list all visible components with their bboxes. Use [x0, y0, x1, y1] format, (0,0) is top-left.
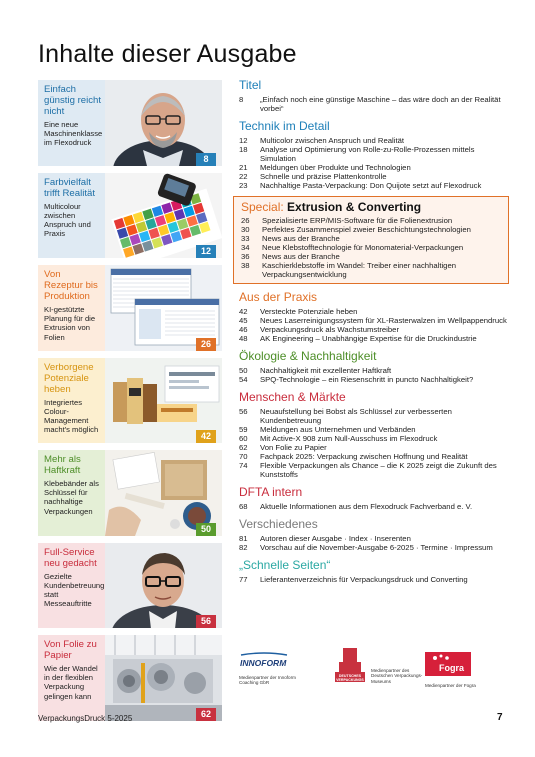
teaser-title: Verborgene Potenziale heben: [44, 361, 94, 395]
entry-page: 30: [241, 225, 250, 234]
fogra-mark-icon: [425, 652, 471, 676]
footer-issue: VerpackungsDruck 5-2025: [38, 714, 133, 723]
entry-page: 21: [239, 163, 248, 172]
entry-page: 54: [239, 375, 248, 384]
section-oekologie: [239, 349, 509, 384]
teaser-subtitle: Gezielte Kundenbetreuung statt Messeauftritte: [44, 571, 105, 609]
teaser-card-5[interactable]: [38, 450, 222, 536]
toc-entry[interactable]: [239, 375, 509, 384]
entry-text: Neues Laserreinigungssystem für XL-Rasterwalzen im Wellpappendruck: [260, 316, 507, 325]
innoform-logo: [239, 652, 321, 686]
entry-page: 38: [241, 261, 250, 270]
entry-page: 26: [241, 216, 250, 225]
innoform-wordmark-icon: [239, 652, 289, 670]
teaser-subtitle: Integriertes Colour-Management macht's möglich: [44, 397, 99, 435]
entry-text: Spezialisierte ERP/MIS-Software für die Folienextrusion: [262, 216, 453, 225]
special-box: [233, 196, 509, 284]
toc-entry[interactable]: [241, 216, 502, 225]
entry-page: 18: [239, 145, 248, 154]
teaser-subtitle: Wie der Wandel in der flexiblen Verpackung gelingen kann: [44, 664, 98, 701]
entry-text: Schnelle und präzise Plattenkontrolle: [260, 172, 387, 181]
entry-page: 33: [241, 234, 250, 243]
entry-page: 62: [239, 443, 248, 452]
teaser-page-badge: 12: [196, 245, 216, 258]
toc-entry[interactable]: [239, 575, 509, 584]
toc-entry[interactable]: [239, 461, 509, 479]
toc-entry[interactable]: [239, 407, 509, 425]
entry-text: Multicolor zwischen Anspruch und Realität: [260, 136, 404, 145]
entry-page: 12: [239, 136, 248, 145]
special-label: Special:: [241, 200, 284, 214]
toc-entry[interactable]: [239, 334, 509, 343]
toc-entry[interactable]: [239, 366, 509, 375]
entry-text: SPQ-Technologie – ein Riesenschritt in puncto Nachhaltigkeit?: [260, 375, 474, 384]
special-topic: Extrusion & Converting: [287, 200, 422, 214]
teaser-subtitle: Eine neue Maschinenklasse im Flexodruck: [44, 120, 103, 148]
section-heading: Ökologie & Nachhaltigkeit: [239, 349, 377, 363]
entry-text: Autoren dieser Ausgabe · Index · Inserenten: [260, 534, 411, 543]
entry-text: Mit Active-X 908 zum Null-Ausschuss im Flexodruck: [260, 434, 438, 443]
section-praxis: [239, 290, 509, 343]
teaser-card-3[interactable]: [38, 265, 222, 351]
table-of-contents: [239, 78, 509, 590]
entry-text: Von Folie zu Papier: [260, 443, 327, 452]
toc-entry[interactable]: [239, 307, 509, 316]
entry-text: Neue Klebstofftechnologie für Monomaterial-Verpackungen: [262, 243, 464, 252]
entry-page: 36: [241, 252, 250, 261]
toc-entry[interactable]: [239, 163, 509, 172]
entry-text: Versteckte Potenziale heben: [260, 307, 358, 316]
entry-text: Kaschierklebstoffe im Wandel: Treiber einer nachhaltigen Verpackungsentwicklung: [262, 261, 456, 279]
section-heading: Verschiedenes: [239, 517, 318, 531]
teaser-image-software-screens: [105, 265, 222, 351]
entry-page: 48: [239, 334, 248, 343]
entry-page: 42: [239, 307, 248, 316]
toc-entry[interactable]: [241, 261, 502, 279]
teaser-page-badge: 62: [196, 708, 216, 721]
entry-page: 23: [239, 181, 248, 190]
teaser-image-factory: [105, 635, 222, 721]
partner-logos: [237, 652, 509, 700]
page-title: Inhalte dieser Ausgabe: [38, 40, 297, 68]
entry-text: Flexible Verpackungen als Chance – die K 2025 zeigt die Zukunft des Kunststoffs: [260, 461, 497, 479]
toc-entry[interactable]: [239, 502, 509, 511]
entry-page: 56: [239, 407, 248, 416]
entry-page: 68: [239, 502, 248, 511]
section-heading: Menschen & Märkte: [239, 390, 346, 404]
toc-entry[interactable]: [241, 252, 502, 261]
fogra-logo: [425, 652, 507, 688]
toc-entry[interactable]: [239, 325, 509, 334]
teaser-subtitle: KI-gestützte Planung für die Extrusion von Folien: [44, 305, 96, 342]
entry-page: 50: [239, 366, 248, 375]
section-schnelle-seiten: [239, 558, 509, 584]
entry-text: AK Engineering – Unabhängige Expertise für die Druckindustrie: [260, 334, 477, 343]
entry-page: 46: [239, 325, 248, 334]
teaser-card-6[interactable]: [38, 543, 222, 629]
entry-page: 59: [239, 425, 248, 434]
entry-page: 60: [239, 434, 248, 443]
toc-entry[interactable]: [239, 172, 509, 181]
toc-entry[interactable]: [239, 181, 509, 190]
teaser-title: Von Folie zu Papier: [44, 639, 97, 661]
teaser-image-desk: [105, 450, 222, 536]
teaser-title: Einfach günstig reicht nicht: [44, 84, 102, 117]
section-titel: [239, 78, 509, 113]
teaser-image-packaging: [105, 358, 222, 444]
teaser-subtitle: Klebebänder als Schlüssel für nachhaltige Verpackungen: [44, 479, 99, 516]
teaser-title: Von Rezeptur bis Produktion: [44, 269, 98, 302]
toc-entry[interactable]: [239, 316, 509, 325]
svg-text:Fogra: Fogra: [439, 663, 465, 673]
toc-entry[interactable]: [241, 243, 502, 252]
logo-caption: Medienpartner der Innoform Coaching GbR: [239, 675, 296, 686]
logo-caption: Medienpartner des Deutschen Verpackungs-Museums: [371, 668, 423, 684]
section-verschiedenes: [239, 517, 509, 552]
teaser-image-man-glasses: [105, 543, 222, 629]
entry-text: Meldungen über Produkte und Technologien: [260, 163, 411, 172]
teaser-subtitle: Multicolour zwischen Anspruch und Praxis: [44, 201, 91, 239]
entry-text: News aus der Branche: [262, 252, 340, 261]
entry-text: Aktuelle Informationen aus dem Flexodruck Fachverband e. V.: [260, 502, 473, 511]
teaser-card-7[interactable]: [38, 635, 222, 721]
toc-entry[interactable]: [239, 136, 509, 145]
entry-page: 45: [239, 316, 248, 325]
section-menschen: [239, 390, 509, 479]
entry-text: Lieferantenverzeichnis für Verpackungsdruck und Converting: [260, 575, 468, 584]
teaser-title: Mehr als Haftkraft: [44, 454, 81, 476]
toc-entry[interactable]: [239, 425, 509, 434]
teaser-card-4[interactable]: [38, 358, 222, 444]
teaser-image-man-portrait: [105, 80, 222, 166]
teaser-page-badge: 50: [196, 523, 216, 536]
entry-text: Vorschau auf die November-Ausgabe 6-2025 · Termine · Impressum: [260, 543, 493, 552]
teaser-card-2[interactable]: [38, 173, 222, 259]
toc-entry[interactable]: [241, 225, 502, 234]
toc-entry[interactable]: [239, 145, 509, 163]
teaser-image-color-swatches: [105, 173, 222, 259]
entry-text: Meldungen aus Unternehmen und Verbänden: [260, 425, 416, 434]
entry-page: 82: [239, 543, 248, 552]
section-heading: Aus der Praxis: [239, 290, 318, 304]
toc-entry[interactable]: [241, 234, 502, 243]
museum-name: DEUTSCHES VERPACKUNGS MUSEUM: [336, 674, 364, 686]
entry-page: 34: [241, 243, 250, 252]
entry-text: Verpackungsdruck als Wachstumstreiber: [260, 325, 400, 334]
toc-entry[interactable]: [239, 434, 509, 443]
entry-text: „Einfach noch eine günstige Maschine – das wäre doch an der Realität vorbei“: [260, 95, 501, 113]
logo-caption: Medienpartner der Fogra: [425, 683, 476, 688]
teaser-title: Farbvielfalt trifft Realität: [44, 176, 96, 199]
entry-text: News aus der Branche: [262, 234, 340, 243]
sidebar: [38, 80, 222, 728]
teaser-page-badge: 8: [196, 153, 216, 166]
teaser-page-badge: 26: [196, 338, 216, 351]
special-heading: [241, 200, 502, 214]
entry-page: 70: [239, 452, 248, 461]
svg-text:INNOFORM: INNOFORM: [240, 658, 287, 668]
teaser-page-badge: 42: [196, 430, 216, 443]
toc-entry[interactable]: [239, 95, 509, 113]
section-dfta: [239, 485, 509, 511]
section-heading: DFTA intern: [239, 485, 303, 499]
entry-text: Perfektes Zusammenspiel zweier Beschichtungstechnologien: [262, 225, 471, 234]
section-heading: Technik im Detail: [239, 119, 330, 133]
teaser-page-badge: 56: [196, 615, 216, 628]
entry-page: 77: [239, 575, 248, 584]
entry-page: 22: [239, 172, 248, 181]
entry-page: 8: [239, 95, 244, 104]
section-heading: Titel: [239, 78, 262, 92]
entry-text: Nachhaltigkeit mit exzellenter Haftkraft: [260, 366, 392, 375]
page-number: 7: [497, 712, 503, 723]
teaser-card-1[interactable]: [38, 80, 222, 166]
toc-entry[interactable]: [239, 443, 509, 452]
entry-page: 81: [239, 534, 248, 543]
toc-entry[interactable]: [239, 452, 509, 461]
section-heading: „Schnelle Seiten“: [239, 558, 331, 572]
toc-entry[interactable]: [239, 543, 509, 552]
teaser-title: Full-Service neu gedacht: [44, 546, 97, 569]
entry-text: Neuaufstellung bei Bobst als Schlüssel zur verbesserten Kundenbetreuung: [260, 407, 452, 425]
entry-page: 74: [239, 461, 248, 470]
entry-text: Fachpack 2025: Verpackung zwischen Hoffnung und Realität: [260, 452, 468, 461]
toc-entry[interactable]: [239, 534, 509, 543]
entry-text: Analyse und Optimierung von Rolle-zu-Rolle-Prozessen mittels Simulation: [260, 145, 475, 163]
section-technik: [239, 119, 509, 190]
entry-text: Nachhaltige Pasta-Verpackung: Don Quijote setzt auf Flexodruck: [260, 181, 482, 190]
